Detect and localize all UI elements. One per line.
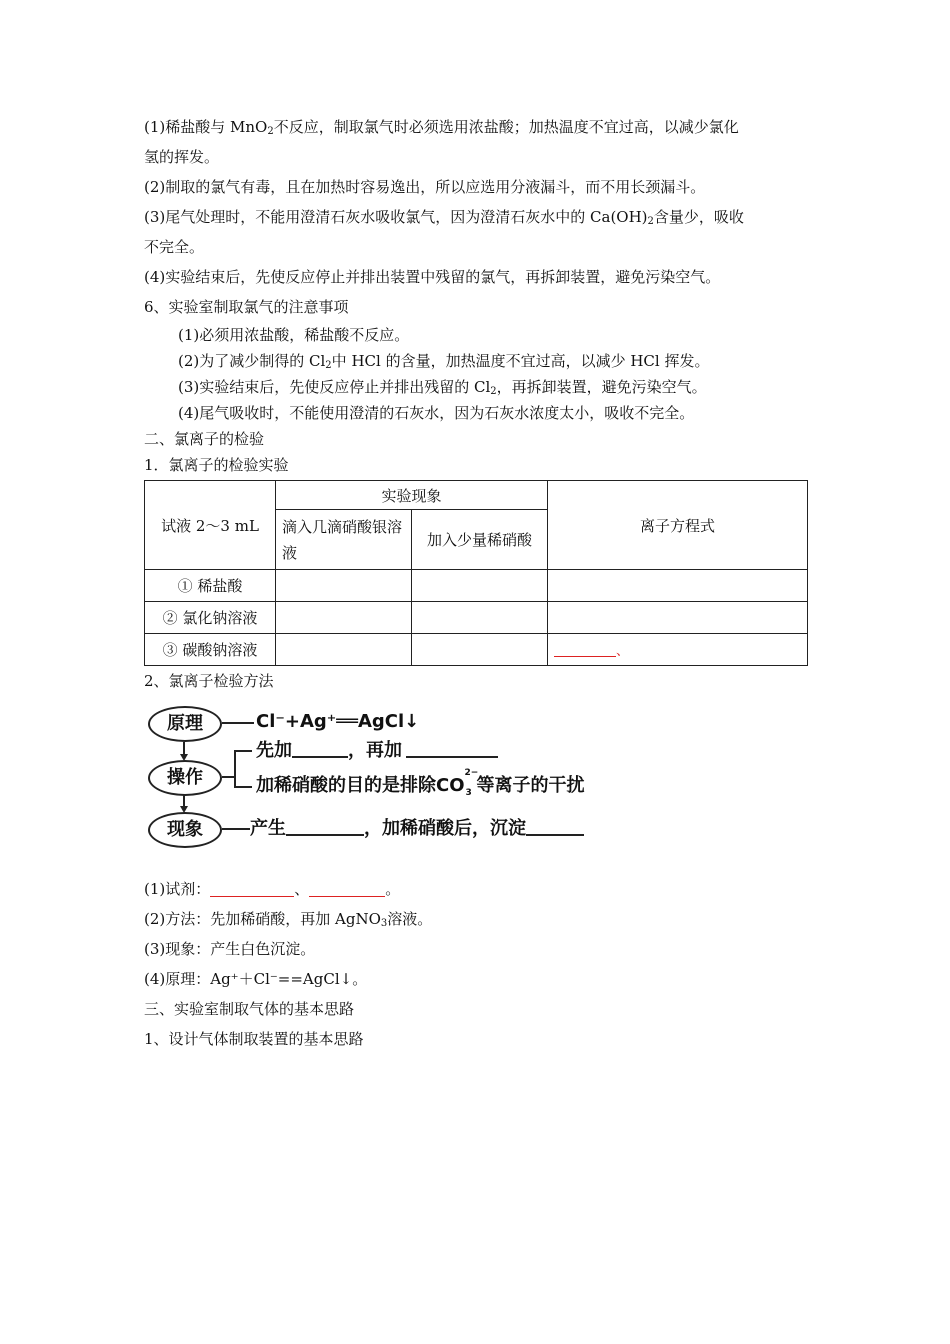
subscript: 2 bbox=[267, 126, 274, 137]
result-4: (4)原理：Ag⁺＋Cl⁻==AgCl↓。 bbox=[144, 970, 368, 988]
phen-text-a: 产生 bbox=[250, 818, 286, 839]
method-text: (2)方法：先加稀硝酸，再加 AgNO bbox=[144, 910, 381, 928]
item-3-text-b: ，再拆卸装置，避免污染空气。 bbox=[496, 378, 707, 396]
note-1-text-b: 不反应，制取氯气时必须选用浓盐酸；加热温度不宜过高，以减少氯化 bbox=[273, 118, 739, 136]
table-cell-equation bbox=[548, 634, 808, 666]
section-6-title: 6、实验室制取氯气的注意事项 bbox=[144, 298, 349, 316]
phen-text-b: ，加稀硝酸后，沉淀 bbox=[364, 818, 526, 839]
table-cell bbox=[412, 634, 548, 666]
answer-blank bbox=[309, 880, 385, 897]
ion-charge: 2− 3 bbox=[464, 768, 479, 798]
section-6-item-4: (4)尾气吸收时，不能使用澄清的石灰水，因为石灰水浓度太小，吸收不完全。 bbox=[178, 404, 695, 422]
fill-blank bbox=[292, 738, 348, 758]
row-label: ① 稀盐酸 bbox=[145, 570, 276, 602]
separator: 、 bbox=[294, 880, 310, 898]
table-cell bbox=[276, 570, 412, 602]
chloride-test-table bbox=[144, 480, 808, 666]
reagent-label: (1)试剂： bbox=[144, 880, 211, 898]
bracket-line bbox=[234, 786, 252, 788]
oval-phenomenon: 现象 bbox=[148, 812, 222, 848]
purpose-text-a: 加稀硝酸的目的是排除CO bbox=[256, 775, 465, 796]
separator: 、 bbox=[616, 644, 630, 659]
table-cell bbox=[276, 634, 412, 666]
table-cell bbox=[548, 570, 808, 602]
item-3-text: (3)实验结束后，先使反应停止并排出残留的 Cl bbox=[178, 378, 491, 396]
section-2-sub-2: 2、氯离子检验方法 bbox=[144, 672, 274, 690]
header-phenomenon: 实验现象 bbox=[276, 481, 548, 510]
purpose-text-b: 等离子的干扰 bbox=[476, 775, 585, 796]
answer-blank bbox=[554, 646, 616, 657]
operation-purpose bbox=[256, 768, 585, 798]
section-6-item-2 bbox=[144, 348, 808, 374]
method-text-b: 溶液。 bbox=[387, 910, 433, 928]
connector-line bbox=[222, 828, 250, 830]
connector-line bbox=[222, 776, 234, 778]
chloride-test-diagram bbox=[144, 700, 644, 860]
note-2: (2)制取的氯气有毒，且在加热时容易逸出，所以应选用分液漏斗，而不用长颈漏斗。 bbox=[144, 178, 706, 196]
note-3-text-b: 含量少，吸收 bbox=[653, 208, 744, 226]
note-4: (4)实验结束后，先使反应停止并排出装置中残留的氯气，再拆卸装置，避免污染空气。 bbox=[144, 268, 721, 286]
table-cell bbox=[412, 570, 548, 602]
note-1 bbox=[144, 112, 808, 142]
fill-blank bbox=[406, 738, 498, 758]
table-cell bbox=[276, 602, 412, 634]
result-2 bbox=[144, 904, 808, 934]
op-text-b: ，再加 bbox=[348, 740, 402, 761]
subscript: 2 bbox=[325, 360, 332, 371]
connector-line bbox=[222, 722, 254, 724]
subscript: 2 bbox=[490, 386, 497, 397]
bracket-line bbox=[234, 750, 252, 752]
note-3 bbox=[144, 202, 808, 232]
principle-equation: Cl⁻+Ag⁺══AgCl↓ bbox=[256, 711, 420, 732]
subscript: 2 bbox=[647, 216, 654, 227]
phenomenon-text bbox=[250, 816, 584, 841]
section-3-sub-1: 1、设计气体制取装置的基本思路 bbox=[144, 1030, 364, 1048]
header-nitric-acid: 加入少量稀硝酸 bbox=[412, 510, 548, 570]
note-1-cont: 氢的挥发。 bbox=[144, 148, 220, 166]
fill-blank bbox=[526, 816, 584, 836]
header-sample: 试液 2～3 mL bbox=[145, 481, 276, 570]
table-cell bbox=[548, 602, 808, 634]
oval-principle: 原理 bbox=[148, 706, 222, 742]
fill-blank bbox=[286, 816, 364, 836]
section-6-item-3 bbox=[144, 374, 808, 400]
header-equation: 离子方程式 bbox=[548, 481, 808, 570]
row-label: ② 氯化钠溶液 bbox=[145, 602, 276, 634]
result-1 bbox=[144, 874, 808, 904]
document-page bbox=[144, 112, 808, 1054]
header-silver-nitrate: 滴入几滴硝酸银溶液 bbox=[276, 510, 412, 570]
note-3-text: (3)尾气处理时，不能用澄清石灰水吸收氯气，因为澄清石灰水中的 Ca(OH) bbox=[144, 208, 648, 226]
note-1-text: (1)稀盐酸与 MnO bbox=[144, 118, 268, 136]
bracket-line bbox=[234, 750, 236, 786]
subscript: 3 bbox=[380, 918, 388, 929]
oval-operation: 操作 bbox=[148, 760, 222, 796]
table-cell bbox=[412, 602, 548, 634]
op-text-a: 先加 bbox=[256, 740, 292, 761]
section-2-sub-1: 1．氯离子的检验实验 bbox=[144, 456, 289, 474]
item-2-text-b: 中 HCl 的含量，加热温度不宜过高，以减少 HCl 挥发。 bbox=[331, 352, 710, 370]
answer-blank bbox=[210, 880, 294, 897]
period: 。 bbox=[385, 880, 401, 898]
note-3-cont: 不完全。 bbox=[144, 238, 205, 256]
row-label: ③ 碳酸钠溶液 bbox=[145, 634, 276, 666]
section-2-title: 二、氯离子的检验 bbox=[144, 430, 265, 448]
section-3-title: 三、实验室制取气体的基本思路 bbox=[144, 1000, 355, 1018]
result-3: (3)现象：产生白色沉淀。 bbox=[144, 940, 316, 958]
section-6-item-1: (1)必须用浓盐酸，稀盐酸不反应。 bbox=[178, 326, 410, 344]
operation-step bbox=[256, 738, 498, 763]
item-2-text: (2)为了减少制得的 Cl bbox=[178, 352, 326, 370]
